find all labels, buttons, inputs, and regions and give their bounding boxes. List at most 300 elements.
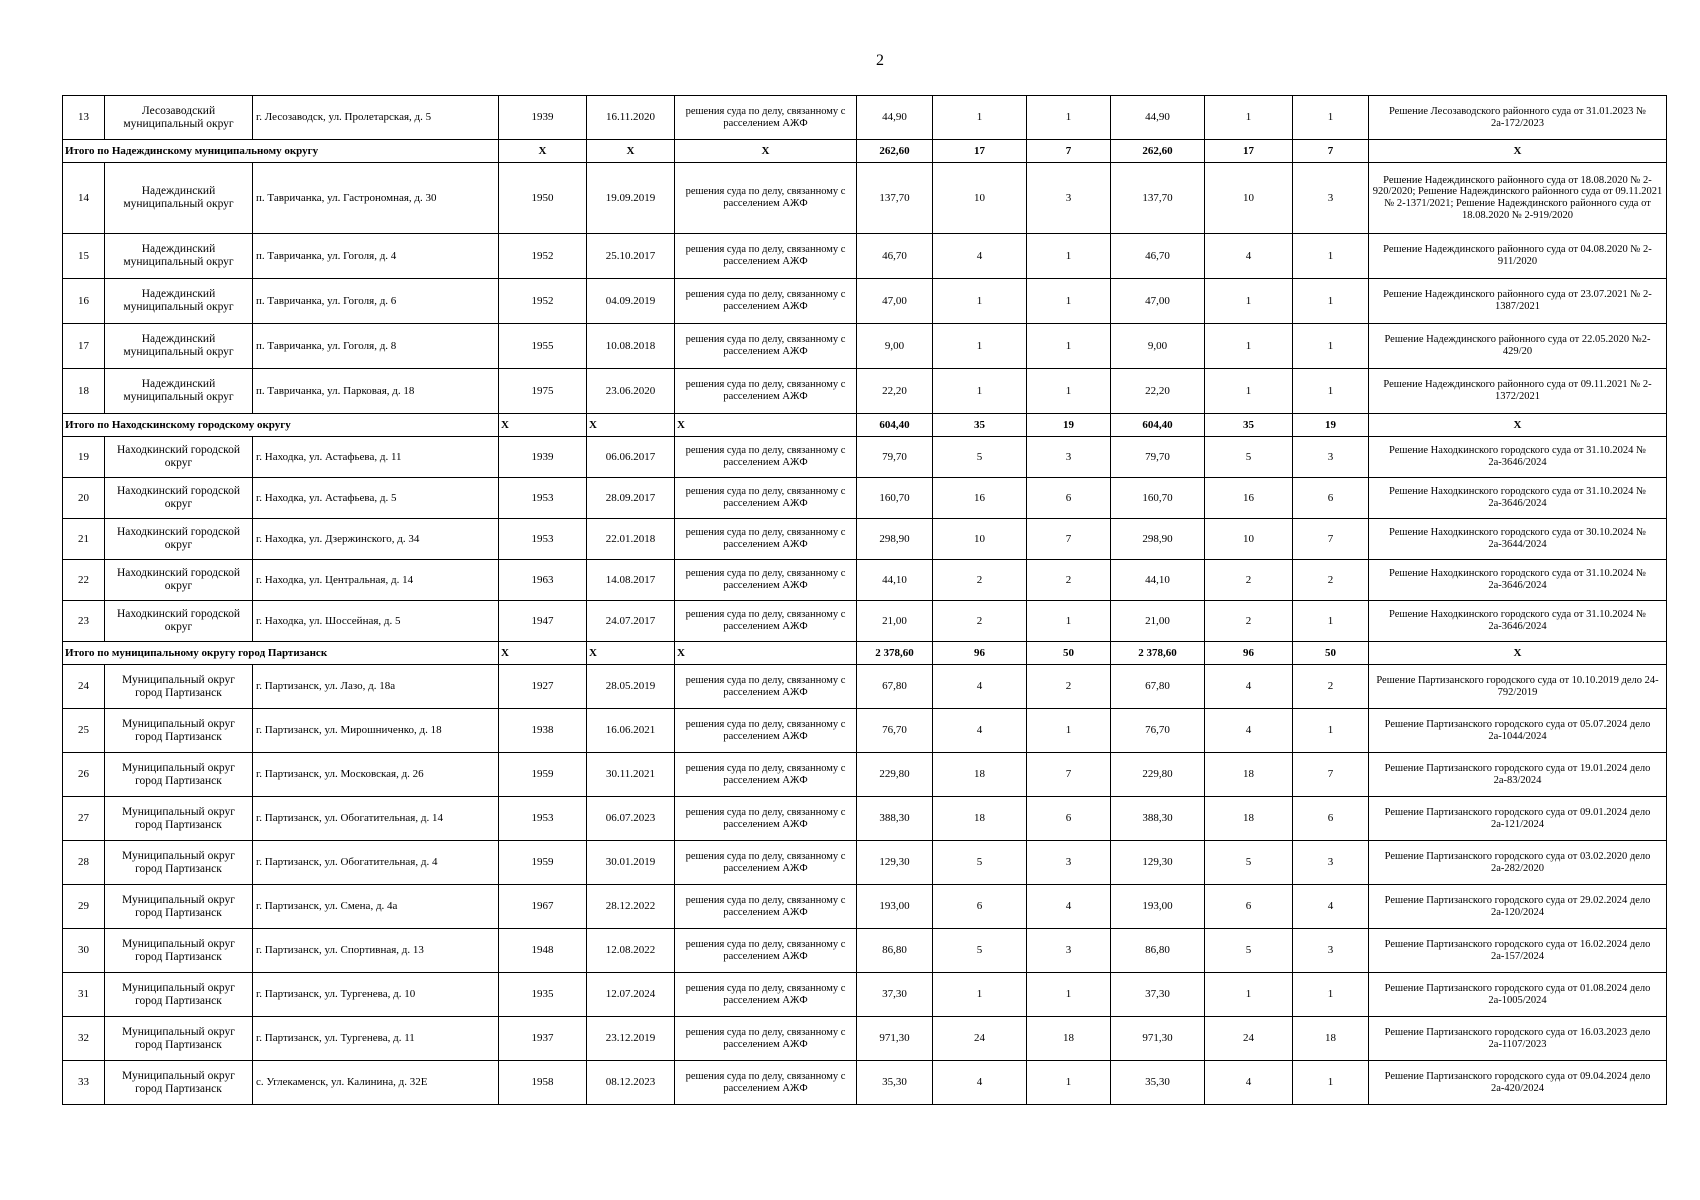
municipality-name: Надеждинский муниципальный округ bbox=[105, 234, 253, 279]
total-flats-after: 50 bbox=[1293, 642, 1369, 665]
table-row bbox=[63, 665, 1667, 709]
municipality-name: Муниципальный округ город Партизанск bbox=[105, 753, 253, 797]
court-decision: Решение Находкинского городского суда от 31.10.2024 № 2а-3646/2024 bbox=[1369, 478, 1667, 519]
court-decision: Решение Находкинского городского суда от 31.10.2024 № 2а-3646/2024 bbox=[1369, 601, 1667, 642]
municipality-name: Надеждинский муниципальный округ bbox=[105, 324, 253, 369]
flats-after: 7 bbox=[1293, 753, 1369, 797]
area-before: 22,20 bbox=[857, 369, 933, 414]
people-after: 4 bbox=[1205, 234, 1293, 279]
flats-before: 3 bbox=[1027, 163, 1111, 234]
area-before: 388,30 bbox=[857, 797, 933, 841]
not-applicable-mark: X bbox=[675, 414, 857, 437]
court-decision: Решение Партизанского городского суда от 16.03.2023 дело 2а-1107/2023 bbox=[1369, 1017, 1667, 1061]
municipality-name: Находкинский городской округ bbox=[105, 437, 253, 478]
house-address: с. Углекаменск, ул. Калинина, д. 32Е bbox=[253, 1061, 499, 1105]
people-before: 2 bbox=[933, 601, 1027, 642]
flats-before: 3 bbox=[1027, 841, 1111, 885]
row-number: 26 bbox=[63, 753, 105, 797]
total-flats-after: 19 bbox=[1293, 414, 1369, 437]
area-after: 137,70 bbox=[1111, 163, 1205, 234]
flats-after: 6 bbox=[1293, 478, 1369, 519]
people-after: 2 bbox=[1205, 601, 1293, 642]
people-after: 18 bbox=[1205, 797, 1293, 841]
recognition-date: 24.07.2017 bbox=[587, 601, 675, 642]
area-after: 86,80 bbox=[1111, 929, 1205, 973]
not-applicable-mark: X bbox=[1369, 414, 1667, 437]
not-applicable-mark: X bbox=[587, 414, 675, 437]
total-people-before: 17 bbox=[933, 140, 1027, 163]
table-row bbox=[63, 163, 1667, 234]
area-after: 67,80 bbox=[1111, 665, 1205, 709]
inclusion-basis: решения суда по делу, связанному с расселением АЖФ bbox=[675, 797, 857, 841]
area-before: 46,70 bbox=[857, 234, 933, 279]
table-row bbox=[63, 601, 1667, 642]
municipality-name: Находкинский городской округ bbox=[105, 560, 253, 601]
not-applicable-mark: X bbox=[675, 140, 857, 163]
table-row bbox=[63, 478, 1667, 519]
build-year: 1959 bbox=[499, 841, 587, 885]
row-number: 33 bbox=[63, 1061, 105, 1105]
flats-before: 1 bbox=[1027, 709, 1111, 753]
row-number: 24 bbox=[63, 665, 105, 709]
table-row bbox=[63, 1061, 1667, 1105]
people-before: 4 bbox=[933, 1061, 1027, 1105]
inclusion-basis: решения суда по делу, связанному с расселением АЖФ bbox=[675, 279, 857, 324]
people-after: 5 bbox=[1205, 929, 1293, 973]
house-address: г. Партизанск, ул. Тургенева, д. 11 bbox=[253, 1017, 499, 1061]
recognition-date: 06.07.2023 bbox=[587, 797, 675, 841]
area-before: 44,10 bbox=[857, 560, 933, 601]
build-year: 1935 bbox=[499, 973, 587, 1017]
house-address: г. Партизанск, ул. Мирошниченко, д. 18 bbox=[253, 709, 499, 753]
area-after: 229,80 bbox=[1111, 753, 1205, 797]
total-people-before: 35 bbox=[933, 414, 1027, 437]
people-after: 24 bbox=[1205, 1017, 1293, 1061]
people-before: 4 bbox=[933, 234, 1027, 279]
area-after: 76,70 bbox=[1111, 709, 1205, 753]
area-before: 129,30 bbox=[857, 841, 933, 885]
municipality-name: Муниципальный округ город Партизанск bbox=[105, 841, 253, 885]
inclusion-basis: решения суда по делу, связанному с расселением АЖФ bbox=[675, 1061, 857, 1105]
row-number: 15 bbox=[63, 234, 105, 279]
build-year: 1955 bbox=[499, 324, 587, 369]
table-row bbox=[63, 753, 1667, 797]
flats-before: 1 bbox=[1027, 279, 1111, 324]
build-year: 1953 bbox=[499, 519, 587, 560]
row-number: 25 bbox=[63, 709, 105, 753]
area-after: 37,30 bbox=[1111, 973, 1205, 1017]
area-before: 21,00 bbox=[857, 601, 933, 642]
row-number: 13 bbox=[63, 96, 105, 140]
people-after: 1 bbox=[1205, 369, 1293, 414]
build-year: 1939 bbox=[499, 437, 587, 478]
total-people-after: 17 bbox=[1205, 140, 1293, 163]
table-row bbox=[63, 369, 1667, 414]
area-before: 79,70 bbox=[857, 437, 933, 478]
area-before: 193,00 bbox=[857, 885, 933, 929]
subtotal-row bbox=[63, 642, 1667, 665]
people-before: 4 bbox=[933, 709, 1027, 753]
court-decision: Решение Надеждинского районного суда от 18.08.2020 № 2-920/2020; Решение Надеждинского районного суда от 09.11.2021 № 2-1371/2021; Решение Надеждинского районного суда от 18.08.2020 № 2-919/2020 bbox=[1369, 163, 1667, 234]
inclusion-basis: решения суда по делу, связанному с расселением АЖФ bbox=[675, 324, 857, 369]
build-year: 1953 bbox=[499, 797, 587, 841]
house-address: п. Тавричанка, ул. Парковая, д. 18 bbox=[253, 369, 499, 414]
flats-before: 1 bbox=[1027, 973, 1111, 1017]
row-number: 16 bbox=[63, 279, 105, 324]
municipality-name: Муниципальный округ город Партизанск bbox=[105, 1017, 253, 1061]
area-before: 229,80 bbox=[857, 753, 933, 797]
area-before: 9,00 bbox=[857, 324, 933, 369]
flats-before: 6 bbox=[1027, 478, 1111, 519]
flats-before: 7 bbox=[1027, 519, 1111, 560]
area-after: 35,30 bbox=[1111, 1061, 1205, 1105]
flats-after: 4 bbox=[1293, 885, 1369, 929]
recognition-date: 16.11.2020 bbox=[587, 96, 675, 140]
people-after: 1 bbox=[1205, 279, 1293, 324]
house-address: г. Находка, ул. Дзержинского, д. 34 bbox=[253, 519, 499, 560]
house-address: г. Находка, ул. Астафьева, д. 11 bbox=[253, 437, 499, 478]
flats-before: 2 bbox=[1027, 665, 1111, 709]
people-before: 18 bbox=[933, 753, 1027, 797]
house-address: г. Лесозаводск, ул. Пролетарская, д. 5 bbox=[253, 96, 499, 140]
build-year: 1952 bbox=[499, 234, 587, 279]
table-row bbox=[63, 973, 1667, 1017]
area-after: 9,00 bbox=[1111, 324, 1205, 369]
recognition-date: 23.12.2019 bbox=[587, 1017, 675, 1061]
house-address: г. Партизанск, ул. Обогатительная, д. 4 bbox=[253, 841, 499, 885]
inclusion-basis: решения суда по делу, связанному с расселением АЖФ bbox=[675, 96, 857, 140]
people-before: 5 bbox=[933, 437, 1027, 478]
row-number: 19 bbox=[63, 437, 105, 478]
inclusion-basis: решения суда по делу, связанному с расселением АЖФ bbox=[675, 519, 857, 560]
not-applicable-mark: X bbox=[587, 642, 675, 665]
recognition-date: 16.06.2021 bbox=[587, 709, 675, 753]
row-number: 21 bbox=[63, 519, 105, 560]
build-year: 1947 bbox=[499, 601, 587, 642]
court-decision: Решение Надеждинского районного суда от 22.05.2020 №2-429/20 bbox=[1369, 324, 1667, 369]
row-number: 22 bbox=[63, 560, 105, 601]
court-decision: Решение Находкинского городского суда от 30.10.2024 № 2а-3644/2024 bbox=[1369, 519, 1667, 560]
inclusion-basis: решения суда по делу, связанному с расселением АЖФ bbox=[675, 929, 857, 973]
court-decision: Решение Партизанского городского суда от 03.02.2020 дело 2а-282/2020 bbox=[1369, 841, 1667, 885]
court-decision: Решение Партизанского городского суда от 09.04.2024 дело 2а-420/2024 bbox=[1369, 1061, 1667, 1105]
flats-after: 1 bbox=[1293, 973, 1369, 1017]
area-after: 44,90 bbox=[1111, 96, 1205, 140]
people-before: 10 bbox=[933, 163, 1027, 234]
not-applicable-mark: X bbox=[1369, 642, 1667, 665]
people-after: 2 bbox=[1205, 560, 1293, 601]
inclusion-basis: решения суда по делу, связанному с расселением АЖФ bbox=[675, 753, 857, 797]
flats-after: 18 bbox=[1293, 1017, 1369, 1061]
inclusion-basis: решения суда по делу, связанному с расселением АЖФ bbox=[675, 163, 857, 234]
build-year: 1939 bbox=[499, 96, 587, 140]
court-decision: Решение Лесозаводского районного суда от 31.01.2023 № 2а-172/2023 bbox=[1369, 96, 1667, 140]
recognition-date: 10.08.2018 bbox=[587, 324, 675, 369]
flats-before: 2 bbox=[1027, 560, 1111, 601]
build-year: 1952 bbox=[499, 279, 587, 324]
people-before: 1 bbox=[933, 369, 1027, 414]
table-row bbox=[63, 519, 1667, 560]
area-after: 129,30 bbox=[1111, 841, 1205, 885]
area-before: 37,30 bbox=[857, 973, 933, 1017]
recognition-date: 12.08.2022 bbox=[587, 929, 675, 973]
recognition-date: 28.12.2022 bbox=[587, 885, 675, 929]
area-after: 388,30 bbox=[1111, 797, 1205, 841]
subtotal-row bbox=[63, 140, 1667, 163]
total-area-before: 604,40 bbox=[857, 414, 933, 437]
flats-after: 3 bbox=[1293, 929, 1369, 973]
court-decision: Решение Надеждинского районного суда от 09.11.2021 № 2-1372/2021 bbox=[1369, 369, 1667, 414]
area-after: 160,70 bbox=[1111, 478, 1205, 519]
page-number: 2 bbox=[876, 52, 884, 69]
build-year: 1958 bbox=[499, 1061, 587, 1105]
total-people-after: 35 bbox=[1205, 414, 1293, 437]
recognition-date: 28.05.2019 bbox=[587, 665, 675, 709]
row-number: 17 bbox=[63, 324, 105, 369]
build-year: 1967 bbox=[499, 885, 587, 929]
area-before: 35,30 bbox=[857, 1061, 933, 1105]
flats-after: 1 bbox=[1293, 1061, 1369, 1105]
flats-after: 1 bbox=[1293, 96, 1369, 140]
recognition-date: 22.01.2018 bbox=[587, 519, 675, 560]
row-number: 32 bbox=[63, 1017, 105, 1061]
municipality-name: Муниципальный округ город Партизанск bbox=[105, 797, 253, 841]
housing-register-table bbox=[62, 95, 1667, 1105]
total-people-after: 96 bbox=[1205, 642, 1293, 665]
house-address: г. Партизанск, ул. Московская, д. 26 bbox=[253, 753, 499, 797]
house-address: п. Тавричанка, ул. Гоголя, д. 4 bbox=[253, 234, 499, 279]
recognition-date: 14.08.2017 bbox=[587, 560, 675, 601]
area-after: 46,70 bbox=[1111, 234, 1205, 279]
table-row bbox=[63, 1017, 1667, 1061]
recognition-date: 30.01.2019 bbox=[587, 841, 675, 885]
flats-after: 1 bbox=[1293, 279, 1369, 324]
recognition-date: 30.11.2021 bbox=[587, 753, 675, 797]
table-body bbox=[63, 96, 1667, 1105]
house-address: п. Тавричанка, ул. Гастрономная, д. 30 bbox=[253, 163, 499, 234]
area-before: 137,70 bbox=[857, 163, 933, 234]
inclusion-basis: решения суда по делу, связанному с расселением АЖФ bbox=[675, 973, 857, 1017]
people-after: 10 bbox=[1205, 163, 1293, 234]
area-after: 298,90 bbox=[1111, 519, 1205, 560]
row-number: 27 bbox=[63, 797, 105, 841]
recognition-date: 08.12.2023 bbox=[587, 1061, 675, 1105]
flats-after: 1 bbox=[1293, 234, 1369, 279]
area-after: 79,70 bbox=[1111, 437, 1205, 478]
flats-after: 2 bbox=[1293, 665, 1369, 709]
area-after: 22,20 bbox=[1111, 369, 1205, 414]
area-before: 160,70 bbox=[857, 478, 933, 519]
area-after: 193,00 bbox=[1111, 885, 1205, 929]
not-applicable-mark: X bbox=[675, 642, 857, 665]
people-after: 1 bbox=[1205, 324, 1293, 369]
court-decision: Решение Партизанского городского суда от 16.02.2024 дело 2а-157/2024 bbox=[1369, 929, 1667, 973]
flats-after: 2 bbox=[1293, 560, 1369, 601]
total-people-before: 96 bbox=[933, 642, 1027, 665]
people-after: 18 bbox=[1205, 753, 1293, 797]
row-number: 20 bbox=[63, 478, 105, 519]
inclusion-basis: решения суда по делу, связанному с расселением АЖФ bbox=[675, 478, 857, 519]
area-after: 971,30 bbox=[1111, 1017, 1205, 1061]
municipality-name: Лесозаводский муниципальный округ bbox=[105, 96, 253, 140]
not-applicable-mark: X bbox=[499, 140, 587, 163]
table-row bbox=[63, 560, 1667, 601]
people-before: 1 bbox=[933, 324, 1027, 369]
house-address: г. Партизанск, ул. Смена, д. 4а bbox=[253, 885, 499, 929]
municipality-name: Муниципальный округ город Партизанск bbox=[105, 1061, 253, 1105]
table-row bbox=[63, 885, 1667, 929]
not-applicable-mark: X bbox=[499, 414, 587, 437]
build-year: 1959 bbox=[499, 753, 587, 797]
subtotal-label: Итого по муниципальному округу город Партизанск bbox=[63, 642, 499, 665]
people-after: 10 bbox=[1205, 519, 1293, 560]
inclusion-basis: решения суда по делу, связанному с расселением АЖФ bbox=[675, 234, 857, 279]
house-address: г. Партизанск, ул. Обогатительная, д. 14 bbox=[253, 797, 499, 841]
not-applicable-mark: X bbox=[1369, 140, 1667, 163]
row-number: 29 bbox=[63, 885, 105, 929]
total-flats-before: 19 bbox=[1027, 414, 1111, 437]
people-before: 1 bbox=[933, 279, 1027, 324]
recognition-date: 04.09.2019 bbox=[587, 279, 675, 324]
table-row bbox=[63, 437, 1667, 478]
flats-after: 1 bbox=[1293, 601, 1369, 642]
municipality-name: Муниципальный округ город Партизанск bbox=[105, 929, 253, 973]
total-area-after: 2 378,60 bbox=[1111, 642, 1205, 665]
inclusion-basis: решения суда по делу, связанному с расселением АЖФ bbox=[675, 885, 857, 929]
court-decision: Решение Находкинского городского суда от 31.10.2024 № 2а-3646/2024 bbox=[1369, 560, 1667, 601]
flats-after: 1 bbox=[1293, 709, 1369, 753]
flats-after: 3 bbox=[1293, 841, 1369, 885]
table-row bbox=[63, 324, 1667, 369]
subtotal-row bbox=[63, 414, 1667, 437]
people-before: 5 bbox=[933, 841, 1027, 885]
municipality-name: Надеждинский муниципальный округ bbox=[105, 279, 253, 324]
recognition-date: 06.06.2017 bbox=[587, 437, 675, 478]
people-after: 4 bbox=[1205, 709, 1293, 753]
people-before: 1 bbox=[933, 973, 1027, 1017]
people-after: 16 bbox=[1205, 478, 1293, 519]
inclusion-basis: решения суда по делу, связанному с расселением АЖФ bbox=[675, 1017, 857, 1061]
build-year: 1927 bbox=[499, 665, 587, 709]
court-decision: Решение Партизанского городского суда от 29.02.2024 дело 2а-120/2024 bbox=[1369, 885, 1667, 929]
municipality-name: Находкинский городской округ bbox=[105, 601, 253, 642]
municipality-name: Муниципальный округ город Партизанск bbox=[105, 709, 253, 753]
area-after: 21,00 bbox=[1111, 601, 1205, 642]
people-after: 4 bbox=[1205, 665, 1293, 709]
house-address: г. Находка, ул. Шоссейная, д. 5 bbox=[253, 601, 499, 642]
flats-after: 1 bbox=[1293, 324, 1369, 369]
inclusion-basis: решения суда по делу, связанному с расселением АЖФ bbox=[675, 369, 857, 414]
house-address: г. Партизанск, ул. Лазо, д. 18а bbox=[253, 665, 499, 709]
court-decision: Решение Партизанского городского суда от 05.07.2024 дело 2а-1044/2024 bbox=[1369, 709, 1667, 753]
row-number: 30 bbox=[63, 929, 105, 973]
subtotal-label: Итого по Находскинскому городскому округу bbox=[63, 414, 499, 437]
court-decision: Решение Партизанского городского суда от 10.10.2019 дело 24-792/2019 bbox=[1369, 665, 1667, 709]
flats-before: 1 bbox=[1027, 96, 1111, 140]
house-address: г. Находка, ул. Астафьева, д. 5 bbox=[253, 478, 499, 519]
area-before: 47,00 bbox=[857, 279, 933, 324]
people-before: 4 bbox=[933, 665, 1027, 709]
municipality-name: Находкинский городской округ bbox=[105, 478, 253, 519]
total-flats-before: 7 bbox=[1027, 140, 1111, 163]
municipality-name: Муниципальный округ город Партизанск bbox=[105, 665, 253, 709]
municipality-name: Муниципальный округ город Партизанск bbox=[105, 885, 253, 929]
inclusion-basis: решения суда по делу, связанному с расселением АЖФ bbox=[675, 665, 857, 709]
court-decision: Решение Надеждинского районного суда от 04.08.2020 № 2-911/2020 bbox=[1369, 234, 1667, 279]
people-after: 5 bbox=[1205, 437, 1293, 478]
people-before: 16 bbox=[933, 478, 1027, 519]
table-row bbox=[63, 841, 1667, 885]
court-decision: Решение Партизанского городского суда от 09.01.2024 дело 2а-121/2024 bbox=[1369, 797, 1667, 841]
people-before: 5 bbox=[933, 929, 1027, 973]
build-year: 1938 bbox=[499, 709, 587, 753]
area-before: 86,80 bbox=[857, 929, 933, 973]
inclusion-basis: решения суда по делу, связанному с расселением АЖФ bbox=[675, 437, 857, 478]
recognition-date: 19.09.2019 bbox=[587, 163, 675, 234]
inclusion-basis: решения суда по делу, связанному с расселением АЖФ bbox=[675, 601, 857, 642]
area-before: 971,30 bbox=[857, 1017, 933, 1061]
house-address: г. Партизанск, ул. Спортивная, д. 13 bbox=[253, 929, 499, 973]
total-area-after: 604,40 bbox=[1111, 414, 1205, 437]
inclusion-basis: решения суда по делу, связанному с расселением АЖФ bbox=[675, 560, 857, 601]
municipality-name: Надеждинский муниципальный округ bbox=[105, 163, 253, 234]
people-before: 24 bbox=[933, 1017, 1027, 1061]
municipality-name: Надеждинский муниципальный округ bbox=[105, 369, 253, 414]
flats-before: 3 bbox=[1027, 437, 1111, 478]
build-year: 1948 bbox=[499, 929, 587, 973]
row-number: 28 bbox=[63, 841, 105, 885]
table-row bbox=[63, 929, 1667, 973]
row-number: 31 bbox=[63, 973, 105, 1017]
recognition-date: 25.10.2017 bbox=[587, 234, 675, 279]
total-flats-before: 50 bbox=[1027, 642, 1111, 665]
subtotal-label: Итого по Надеждинскому муниципальному округу bbox=[63, 140, 499, 163]
build-year: 1937 bbox=[499, 1017, 587, 1061]
court-decision: Решение Надеждинского районного суда от 23.07.2021 № 2-1387/2021 bbox=[1369, 279, 1667, 324]
municipality-name: Муниципальный округ город Партизанск bbox=[105, 973, 253, 1017]
table-row bbox=[63, 709, 1667, 753]
recognition-date: 12.07.2024 bbox=[587, 973, 675, 1017]
flats-before: 1 bbox=[1027, 324, 1111, 369]
house-address: г. Находка, ул. Центральная, д. 14 bbox=[253, 560, 499, 601]
table-row bbox=[63, 96, 1667, 140]
people-before: 18 bbox=[933, 797, 1027, 841]
total-area-before: 2 378,60 bbox=[857, 642, 933, 665]
area-before: 298,90 bbox=[857, 519, 933, 560]
area-before: 76,70 bbox=[857, 709, 933, 753]
recognition-date: 28.09.2017 bbox=[587, 478, 675, 519]
house-address: п. Тавричанка, ул. Гоголя, д. 8 bbox=[253, 324, 499, 369]
flats-after: 3 bbox=[1293, 163, 1369, 234]
people-after: 1 bbox=[1205, 96, 1293, 140]
total-flats-after: 7 bbox=[1293, 140, 1369, 163]
flats-before: 1 bbox=[1027, 1061, 1111, 1105]
people-before: 6 bbox=[933, 885, 1027, 929]
area-after: 47,00 bbox=[1111, 279, 1205, 324]
area-after: 44,10 bbox=[1111, 560, 1205, 601]
flats-after: 6 bbox=[1293, 797, 1369, 841]
flats-before: 1 bbox=[1027, 234, 1111, 279]
row-number: 18 bbox=[63, 369, 105, 414]
build-year: 1963 bbox=[499, 560, 587, 601]
flats-after: 1 bbox=[1293, 369, 1369, 414]
flats-after: 7 bbox=[1293, 519, 1369, 560]
court-decision: Решение Партизанского городского суда от 19.01.2024 дело 2а-83/2024 bbox=[1369, 753, 1667, 797]
inclusion-basis: решения суда по делу, связанному с расселением АЖФ bbox=[675, 841, 857, 885]
table-row bbox=[63, 234, 1667, 279]
people-after: 1 bbox=[1205, 973, 1293, 1017]
total-area-before: 262,60 bbox=[857, 140, 933, 163]
